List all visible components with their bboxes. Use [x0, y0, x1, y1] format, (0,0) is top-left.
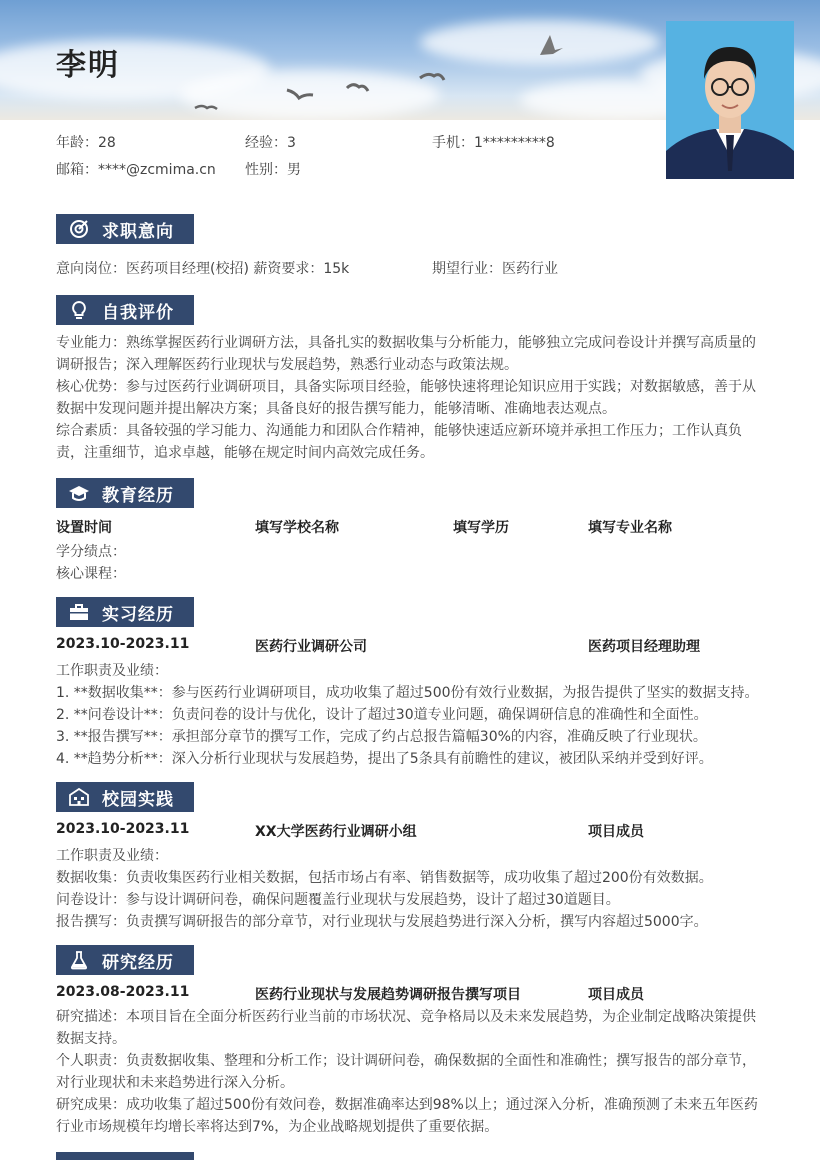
experience-info: 经验：3 [245, 135, 296, 151]
section-campus-practice [56, 782, 194, 812]
self-eval-professional: 专业能力：熟练掌握医药行业调研方法，具备扎实的数据收集与分析能力，能够独立完成问卷设计并撰写高质量的调研报告；深入理解医药行业现状与发展趋势，熟悉行业动态与政策法规。 [56, 335, 756, 373]
research-description: 研究描述：本项目旨在全面分析医药行业当前的市场状况、竞争格局以及未来发展趋势，为企业制定战略决策提供数据支持。 [56, 1009, 756, 1047]
flask-icon [56, 945, 102, 975]
education-degree: 填写学历 [453, 520, 509, 536]
education-school: 填写学校名称 [255, 520, 339, 536]
candidate-name: 李明 [56, 48, 120, 83]
intern-item: 1. **数据收集**：参与医药行业调研项目，成功收集了超过500份有效行业数据，为报告提供了坚实的数据支持。 [56, 685, 759, 701]
intern-item: 4. **趋势分析**：深入分析行业现状与发展趋势，提出了5条具有前瞻性的建议，被团队采纳并受到好评。 [56, 751, 713, 767]
intern-item: 3. **报告撰写**：承担部分章节的撰写工作，完成了约占总报告篇幅30%的内容，准确反映了行业现状。 [56, 729, 707, 745]
self-eval-quality: 综合素质：具备较强的学习能力、沟通能力和团队合作精神，能够快速适应新环境并承担工作压力；工作认真负责，注重细节，追求卓越，能够在规定时间内高效完成任务。 [56, 423, 742, 461]
section-next-partial [56, 1152, 194, 1160]
intern-item: 2. **问卷设计**：负责问卷的设计与优化，设计了超过30道专业问题，确保调研信息的准确性和全面性。 [56, 707, 708, 723]
research-role: 项目成员 [588, 987, 644, 1003]
campus-duty-label: 工作职责及业绩： [56, 848, 168, 864]
campus-item: 问卷设计：参与设计调研问卷，确保问题覆盖行业现状与发展趋势，设计了超过30道题目。 [56, 892, 620, 908]
section-title: 实习经历 [102, 604, 174, 625]
section-self-evaluation [56, 295, 194, 325]
education-time: 设置时间 [56, 520, 112, 536]
campus-org: XX大学医药行业调研小组 [255, 824, 417, 840]
research-project: 医药行业现状与发展趋势调研报告撰写项目 [255, 987, 521, 1003]
lightbulb-icon [56, 295, 102, 325]
intern-duty-label: 工作职责及业绩： [56, 663, 168, 679]
campus-time: 2023.10-2023.11 [56, 821, 190, 837]
research-result: 研究成果：成功收集了超过500份有效问卷，数据准确率达到98%以上；通过深入分析，准确预测了未来五年医药行业市场规模年均增长率将达到7%，为企业战略规划提供了重要依据。 [56, 1097, 758, 1135]
section-job-intent [56, 214, 194, 244]
section-research [56, 945, 194, 975]
email-info: 邮箱：****@zcmima.cn [56, 162, 216, 178]
intern-company: 医药行业调研公司 [255, 639, 367, 655]
section-title: 校园实践 [102, 789, 174, 810]
self-eval-advantage: 核心优势：参与过医药行业调研项目，具备实际项目经验，能够快速将理论知识应用于实践；对数据敏感，善于从数据中发现问题并提出解决方案；具备良好的报告撰写能力，能够清晰、准确地表达观点。 [56, 379, 756, 417]
profile-photo [666, 21, 794, 179]
education-courses: 核心课程： [56, 566, 126, 582]
intent-position-salary: 意向岗位：医药项目经理(校招) 薪资要求：15k [56, 261, 350, 277]
education-gpa: 学分绩点： [56, 544, 126, 560]
research-duty: 个人职责：负责数据收集、整理和分析工作；设计调研问卷，确保数据的全面性和准确性；撰写报告的部分章节，对行业现状和未来趋势进行深入分析。 [56, 1053, 756, 1091]
gender-info: 性别：男 [245, 162, 301, 178]
section-title: 自我评价 [102, 302, 174, 323]
intern-role: 医药项目经理助理 [588, 639, 700, 655]
intern-time: 2023.10-2023.11 [56, 636, 190, 652]
building-icon [56, 782, 102, 812]
target-icon [56, 214, 102, 244]
section-education [56, 478, 194, 508]
briefcase-icon [56, 597, 102, 627]
campus-item: 数据收集：负责收集医药行业相关数据，包括市场占有率、销售数据等，成功收集了超过200份有效数据。 [56, 870, 713, 886]
age-info: 年龄：28 [56, 135, 116, 151]
section-title: 教育经历 [102, 485, 174, 506]
campus-item: 报告撰写：负责撰写调研报告的部分章节，对行业现状与发展趋势进行深入分析，撰写内容超过5000字。 [56, 914, 708, 930]
section-title: 研究经历 [102, 952, 174, 973]
intent-industry: 期望行业：医药行业 [432, 261, 558, 277]
phone-info: 手机：1*********8 [432, 135, 555, 151]
graduation-cap-icon [56, 478, 102, 508]
section-title: 求职意向 [102, 221, 174, 242]
education-major: 填写专业名称 [588, 520, 672, 536]
section-internship [56, 597, 194, 627]
research-time: 2023.08-2023.11 [56, 984, 190, 1000]
campus-role: 项目成员 [588, 824, 644, 840]
